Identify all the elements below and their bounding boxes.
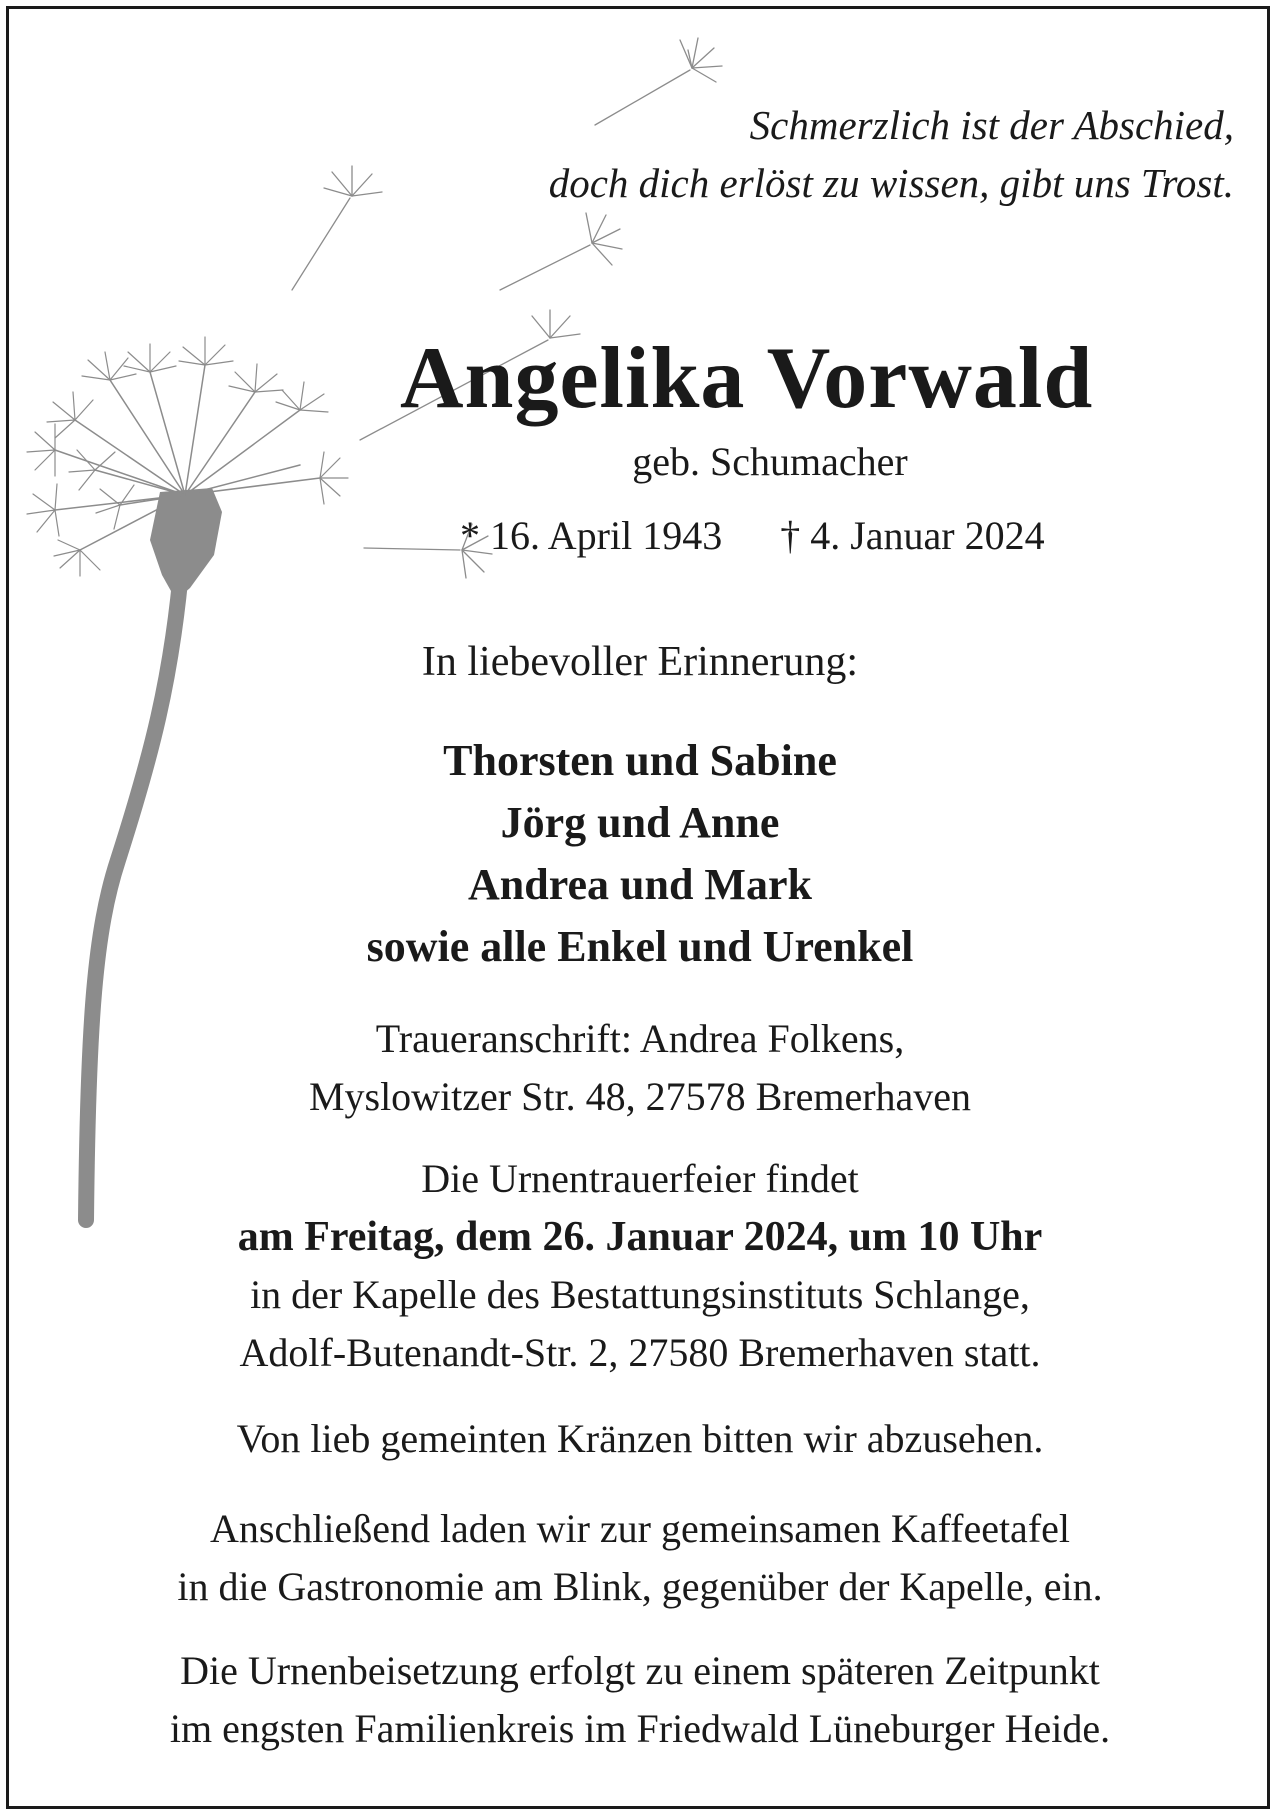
burial-line-1: Die Urnenbeisetzung erfolgt zu einem späteren Zeitpunkt xyxy=(180,1648,1100,1693)
life-dates xyxy=(460,512,1160,559)
address-line-2: Myslowitzer Str. 48, 27578 Bremerhaven xyxy=(308,1074,972,1119)
memory-line: In liebevoller Erinnerung: xyxy=(421,639,859,685)
birth-name: geb. Schumacher xyxy=(632,439,908,484)
address-line-1: Traueranschrift: Andrea Folkens, xyxy=(375,1016,905,1061)
ceremony-line-3: in der Kapelle des Bestattungsinstituts Schlange, xyxy=(250,1272,1030,1317)
coffee-line-2: in die Gastronomie am Blink, gegenüber der Kapelle, ein. xyxy=(177,1564,1103,1609)
burial-line-2: im engsten Familienkreis im Friedwald Lüneburger Heide. xyxy=(169,1706,1111,1751)
family-member: Jörg und Anne xyxy=(500,798,780,847)
quote xyxy=(549,96,1234,212)
ceremony-line-4: Adolf-Butenandt-Str. 2, 27580 Bremerhaven statt. xyxy=(239,1330,1041,1375)
ceremony-line-1: Die Urnentrauerfeier findet xyxy=(421,1156,859,1201)
birth-date: * 16. April 1943 xyxy=(460,513,723,558)
quote-line-1: Schmerzlich ist der Abschied, xyxy=(749,102,1234,148)
coffee-invitation xyxy=(40,1500,1240,1616)
burial-note xyxy=(40,1642,1240,1758)
family-member: Andrea und Mark xyxy=(468,860,812,909)
deceased-name: Angelika Vorwald xyxy=(400,330,1094,427)
mourning-address xyxy=(40,1010,1240,1126)
family-list xyxy=(240,730,1040,978)
coffee-line-1: Anschließend laden wir zur gemeinsamen Kaffeetafel xyxy=(210,1506,1070,1551)
family-member: Thorsten und Sabine xyxy=(443,736,837,785)
death-date: † 4. Januar 2024 xyxy=(780,513,1045,558)
wreaths-text: Von lieb gemeinten Kränzen bitten wir abzusehen. xyxy=(236,1416,1044,1461)
ceremony-info xyxy=(40,1150,1240,1382)
wreaths-note xyxy=(40,1410,1240,1468)
quote-line-2: doch dich erlöst zu wissen, gibt uns Trost. xyxy=(548,160,1234,206)
ceremony-date: am Freitag, dem 26. Januar 2024, um 10 Uhr xyxy=(237,1214,1043,1260)
family-member: sowie alle Enkel und Urenkel xyxy=(366,922,914,971)
